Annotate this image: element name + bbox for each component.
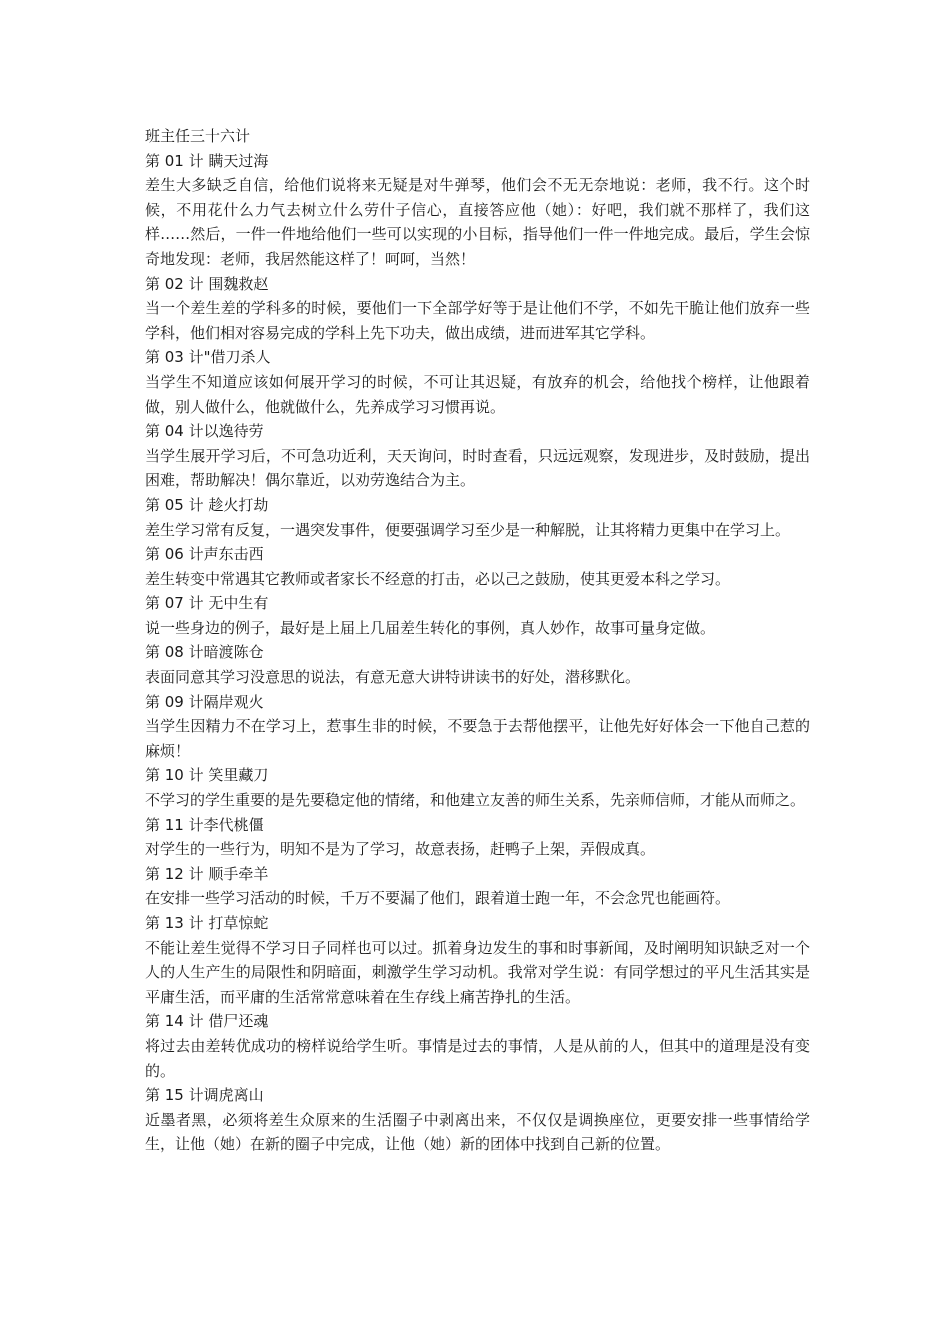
- section-heading: 第 14 计 借尸还魂: [145, 1012, 269, 1031]
- section-heading: 第 07 计 无中生有: [145, 594, 269, 613]
- section-heading: 第 15 计调虎离山: [145, 1086, 264, 1105]
- section-heading: 第 09 计隔岸观火: [145, 692, 264, 711]
- section-heading: 第 08 计暗渡陈仓: [145, 643, 264, 662]
- section-body: 当学生因精力不在学习上，惹事生非的时候，不要急于去帮他摆平，让他先好好体会一下他自己惹的麻烦！: [145, 717, 810, 760]
- section-heading: 第 11 计李代桃僵: [145, 815, 264, 834]
- section-body: 对学生的一些行为，明知不是为了学习，故意表扬，赶鸭子上架，弄假成真。: [145, 840, 656, 859]
- section-body: 当学生不知道应该如何展开学习的时候，不可让其迟疑，有放弃的机会，给他找个榜样，让他跟着做，别人做什么，他就做什么，先养成学习习惯再说。: [145, 372, 810, 416]
- section-body: 表面同意其学习没意思的说法，有意无意大讲特讲读书的好处，潜移默化。: [145, 668, 641, 687]
- section-body: 近墨者黑，必须将差生众原来的生活圈子中剥离出来，不仅仅是调换座位，更要安排一些事情给学生，让他（她）在新的圈子中完成，让他（她）新的团体中找到自己新的位置。: [145, 1110, 810, 1154]
- section-body: 不学习的学生重要的是先要稳定他的情绪，和他建立友善的师生关系，先亲师信师，才能从而师之。: [145, 791, 806, 810]
- section-body: 当一个差生差的学科多的时候，要他们一下全部学好等于是让他们不学，不如先干脆让他们放弃一些学科，他们相对容易完成的学科上先下功夫，做出成绩，进而进军其它学科。: [145, 299, 810, 342]
- section-body: 将过去由差转优成功的榜样说给学生听。事情是过去的事情，人是从前的人，但其中的道理是没有变的。: [145, 1036, 810, 1080]
- section-body: 不能让差生觉得不学习日子同样也可以过。抓着身边发生的事和时事新闻，及时阐明知识缺乏对一个人的人生产生的局限性和阴暗面，刺激学生学习动机。我常对学生说：有同学想过的平凡生活其实是平庸生活，而平庸的生活常常意味着在生存线上痛苦挣扎的生活。: [145, 938, 810, 1006]
- section-heading: 第 03 计"借刀杀人: [145, 348, 271, 367]
- section-heading: 第 12 计 顺手牵羊: [145, 864, 269, 883]
- section-body: 差生学习常有反复，一遇突发事件，便要强调学习至少是一种解脱，让其将精力更集中在学习上。: [145, 520, 791, 539]
- section-heading: 第 06 计声东击西: [145, 545, 264, 564]
- section-heading: 第 02 计 围魏救赵: [145, 274, 269, 293]
- section-heading: 第 13 计 打草惊蛇: [145, 914, 269, 932]
- section-body: 差生大多缺乏自信，给他们说将来无疑是对牛弹琴，他们会不无无奈地说：老师，我不行。这个时候，不用花什么力气去树立什么劳什子信心，直接答应他（她）：好吧，我们就不那样了，我们这样……然后，一件一件地给他们一些可以实现的小目标，指导他们一件一件地完成。最后，学生会惊奇地发现：老师，我居然能这样了！呵呵，当然！: [145, 176, 810, 268]
- section-heading: 第 10 计 笑里藏刀: [145, 766, 269, 785]
- section-heading: 第 04 计以逸待劳: [145, 422, 264, 441]
- document-title: 班主任三十六计: [145, 127, 251, 145]
- section-body: 在安排一些学习活动的时候，千万不要漏了他们，跟着道士跑一年，不会念咒也能画符。: [145, 889, 731, 908]
- document-page: [145, 124, 810, 1157]
- section-body: 差生转变中常遇其它教师或者家长不经意的打击，必以己之鼓励，使其更爱本科之学习。: [145, 569, 731, 588]
- section-heading: 第 05 计 趁火打劫: [145, 495, 269, 514]
- section-body: 说一些身边的例子，最好是上届上几届差生转化的事例，真人妙作，故事可量身定做。: [145, 618, 716, 637]
- section-body: 当学生展开学习后，不可急功近利，天天询问，时时查看，只远远观察，发现进步，及时鼓励，提出困难，帮助解决！偶尔靠近，以劝劳逸结合为主。: [145, 446, 810, 490]
- section-heading: 第 01 计 瞒天过海: [145, 151, 269, 170]
